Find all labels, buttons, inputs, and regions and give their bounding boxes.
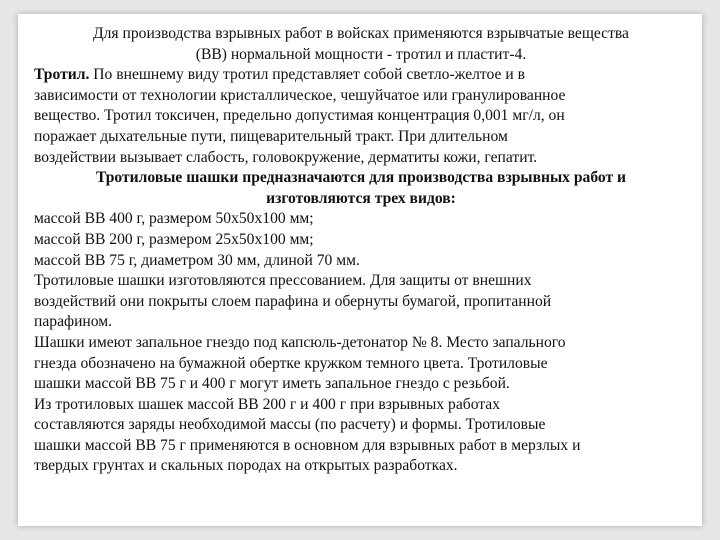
trotyl-label: Тротил. bbox=[34, 66, 90, 84]
pressing-paragraph-line: Тротиловые шашки изготовляются прессованием. Для защиты от внешних bbox=[34, 272, 532, 290]
socket-paragraph-line: Шашки имеют запальное гнездо под капсюль-детонатор № 8. Место запального bbox=[34, 333, 566, 351]
intro-line: Для производства взрывных работ в войсках применяются взрывчатые вещества bbox=[93, 25, 629, 42]
trotyl-first-line-text: По внешнему виду тротил представляет собой светло-желтое и в bbox=[89, 66, 525, 84]
charges-paragraph-line: твердых грунтах и скальных породах на открытых разработках. bbox=[34, 457, 458, 475]
charges-paragraph-line: шашки массой ВВ 75 г применяются в основном для взрывных работ в мерзлых и bbox=[34, 436, 581, 454]
trotyl-paragraph-first-line bbox=[34, 65, 688, 86]
pressing-paragraph-line: воздействий они покрыты слоем парафина и обернуты бумагой, пропитанной bbox=[34, 292, 552, 310]
type-list-item: массой ВВ 75 г, диаметром 30 мм, длиной 70 мм. bbox=[34, 251, 360, 269]
trotyl-paragraph-line: поражает дыхательные пути, пищеварительный тракт. При длительном bbox=[34, 127, 508, 145]
type-list-item: массой ВВ 400 г, размером 50х50х100 мм; bbox=[34, 210, 314, 228]
pressing-paragraph-line: парафином. bbox=[34, 313, 113, 331]
section-heading: изготовляются трех видов: bbox=[266, 189, 456, 207]
type-list-item: массой ВВ 200 г, размером 25х50х100 мм; bbox=[34, 230, 314, 248]
charges-paragraph-line: составляются заряды необходимой массы (по расчету) и формы. Тротиловые bbox=[34, 416, 546, 434]
section-heading: Тротиловые шашки предназначаются для производства взрывных работ и bbox=[95, 169, 627, 187]
socket-paragraph-line: гнезда обозначено на бумажной обертке кружком темного цвета. Тротиловые bbox=[34, 354, 548, 372]
intro-line: (ВВ) нормальной мощности - тротил и пластит-4. bbox=[195, 45, 527, 63]
socket-paragraph-line: шашки массой ВВ 75 г и 400 г могут иметь запальное гнездо с резьбой. bbox=[34, 375, 510, 393]
trotyl-paragraph-line: воздействии вызывает слабость, головокружение, дерматиты кожи, гепатит. bbox=[34, 148, 538, 166]
slide-frame bbox=[18, 14, 702, 526]
charges-paragraph-line: Из тротиловых шашек массой ВВ 200 г и 400 г при взрывных работах bbox=[34, 395, 501, 413]
trotyl-paragraph-line: зависимости от технологии кристаллическое, чешуйчатое или гранулированное bbox=[34, 86, 566, 104]
trotyl-paragraph-line: вещество. Тротил токсичен, предельно допустимая концентрация 0,001 мг/л, он bbox=[34, 107, 565, 125]
document-text bbox=[34, 24, 688, 477]
